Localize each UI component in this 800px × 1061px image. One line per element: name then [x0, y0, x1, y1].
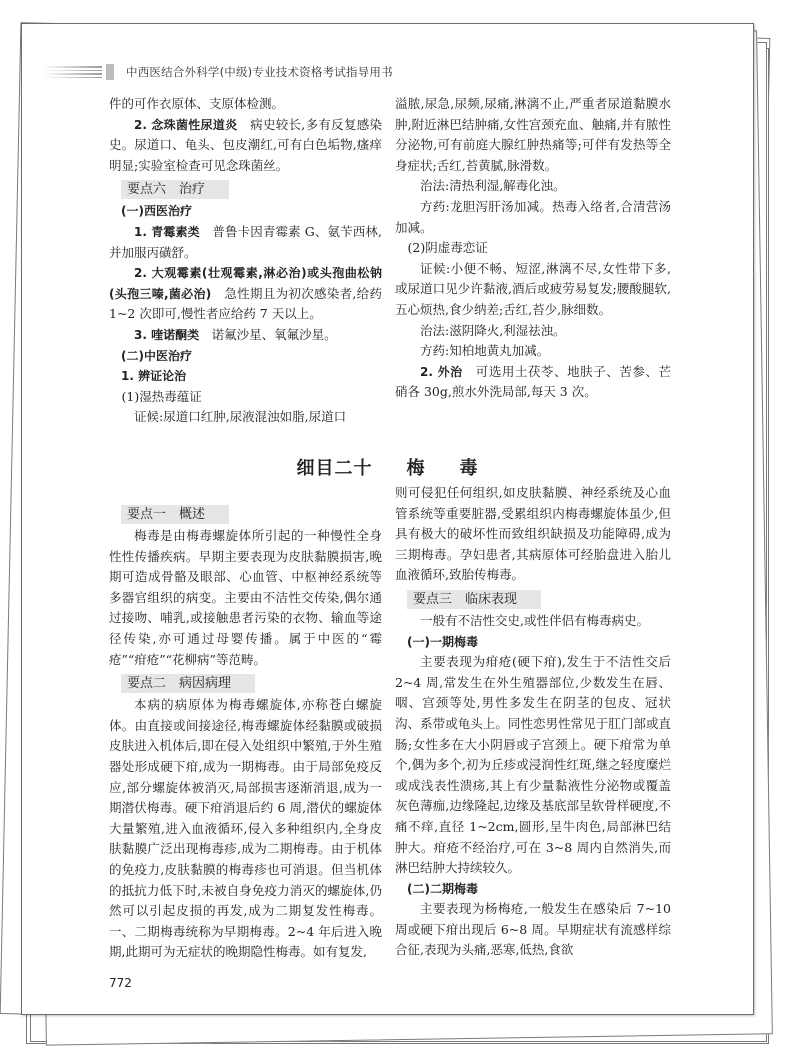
running-header [44, 64, 393, 80]
paragraph [109, 115, 382, 177]
paragraph: 方药:知柏地黄丸加减。 [420, 343, 550, 359]
paragraph [109, 222, 382, 263]
paragraph: 方药:龙胆泻肝汤加减。热毒入络者,合清营汤加减。 [395, 198, 671, 235]
key-point-heading: 要点六 治疗 [121, 180, 229, 199]
chapter-title [22, 454, 753, 480]
paragraph: 证候:尿道口红肿,尿液混浊如脂,尿道口 [134, 409, 347, 425]
paragraph: 件的可作衣原体、支原体检测。 [109, 96, 285, 111]
paragraph [109, 325, 382, 346]
syndrome-heading: (2)阴虚毒恋证 [407, 240, 488, 256]
chapter-title-char: 梅 [406, 458, 426, 479]
column-top-left [109, 94, 382, 428]
key-point-heading: 要点二 病因病理 [121, 674, 255, 693]
book-page [21, 23, 754, 1015]
term: 2. 外治 [420, 364, 463, 379]
paragraph-text: 急性期且为初次感染者,给药 1~2 次即可,慢性者应给药 7 天以上。 [109, 285, 382, 322]
chapter-number: 细目二十 [296, 458, 373, 479]
key-point-heading: 要点三 临床表现 [407, 590, 541, 609]
paragraph: 治法:清热利湿,解毒化浊。 [420, 178, 566, 194]
term: 3. 喹诺酮类 [134, 327, 200, 342]
paragraph-text: 病史较长,多有反复感染史。尿道口、龟头、包皮潮红,可有白色垢物,瘙痒明显;实验室检查可见念珠菌丝。 [109, 116, 382, 173]
paragraph: 一般有不洁性交史,或性伴侣有梅毒病史。 [420, 612, 649, 628]
term: 2. 大观霉素(壮观霉素,淋必治)或头孢曲松钠(头孢三嗪,菌必治) [109, 266, 382, 301]
subheading: (二)二期梅毒 [407, 881, 478, 896]
paragraph: 主要表现为杨梅疮,一般发生在感染后 7~10 周或硬下疳出现后 6~8 周。早期症状有流感样综合征,表现为头痛,恶寒,低热,食欲 [395, 901, 671, 958]
paragraph [109, 263, 382, 325]
column-top-right [395, 94, 671, 403]
running-title: 中西医结合外科学(中级)专业技术资格考试指导用书 [126, 65, 393, 79]
term: 1. 青霉素类 [134, 224, 200, 239]
paragraph-text: 可选用土茯苓、地肤子、苦参、芒硝各 30g,煎水外洗局部,每天 3 次。 [395, 363, 671, 400]
column-bottom-left [109, 483, 382, 963]
paragraph: 梅毒是由梅毒螺旋体所引起的一种慢性全身性性传播疾病。早期主要表现为皮肤黏膜损害,晚期可造成骨骼及眼部、心血管、中枢神经系统等多器官组织的病变。主要由不洁性交传染,偶尔通过接吻、哺乳,或接触患者污染的衣物、输血等途径传染,亦可通过母婴传播。属于中医的“霉疮”“疳疮”“花柳病”等范畴。 [109, 528, 382, 667]
key-point-heading: 要点一 概述 [121, 505, 229, 524]
paragraph [395, 362, 671, 403]
subheading: 1. 辨证论治 [121, 369, 187, 384]
subheading: (二)中医治疗 [121, 348, 192, 363]
paragraph-text: 诺氟沙星、氧氟沙星。 [211, 326, 337, 342]
syndrome-heading: (1)湿热毒蕴证 [121, 388, 202, 404]
paragraph-text: 普鲁卡因青霉素 G、氨苄西林,并加服丙磺舒。 [109, 223, 382, 260]
header-block-decoration [106, 64, 114, 80]
paragraph: 治法:滋阴降火,利湿祛浊。 [420, 322, 566, 338]
paragraph: 则可侵犯任何组织,如皮肤黏膜、神经系统及心血管系统等重要脏器,受累组织内梅毒螺旋体虽少,但具有极大的破坏性而致组织缺损及功能障碍,成为三期梅毒。孕妇患者,其病原体可经胎盘进入胎儿血液循环,致胎传梅毒。 [395, 485, 671, 583]
subheading: (一)一期梅毒 [407, 634, 478, 649]
paragraph: 溢脓,尿急,尿频,尿痛,淋漓不止,严重者尿道黏膜水肿,附近淋巴结肿痛,女性宫颈充血、触痛,并有脓性分泌物,可有前庭大腺红肿热痛等;可伴有发热等全身症状;舌红,苔黄腻,脉滑数。 [395, 96, 671, 173]
header-lines-decoration [44, 66, 102, 78]
paragraph: 主要表现为疳疮(硬下疳),发生于不洁性交后 2~4 周,常发生在外生殖器部位,少数发生在唇、咽、宫颈等处,男性多发生在阴茎的包皮、冠状沟、系带或龟头上。同性恋男性常见于肛门部或直肠;女性多在大小阴唇或子宫颈上。硬下疳常为单个,偶为多个,初为丘疹或浸润性红斑,继之轻度糜烂或成浅表性溃疡,其上有少量黏液性分泌物或覆盖灰色薄痂,边缘隆起,边缘及基底部呈软骨样硬度,不痛不痒,直径 1~2cm,圆形,呈牛肉色,局部淋巴结肿大。疳疮不经治疗,可在 3~8 周内自然消失,而淋巴结肿大持续较久。 [395, 654, 671, 876]
term: 2. 念珠菌性尿道炎 [134, 117, 238, 132]
page-number: 772 [109, 976, 132, 990]
paragraph: 证候:小便不畅、短涩,淋漓不尽,女性带下多,或尿道口见少许黏液,酒后或疲劳易复发;腰酸腿软,五心烦热,食少纳差;舌红,苔少,脉细数。 [395, 260, 671, 317]
chapter-title-char: 毒 [459, 458, 479, 479]
paragraph: 本病的病原体为梅毒螺旋体,亦称苍白螺旋体。由直接或间接途径,梅毒螺旋体经黏膜或破损皮肤进入机体后,即在侵入处组织中繁殖,于外生殖器处形成硬下疳,成为一期梅毒。由于局部免疫反应,部分螺旋体被消灭,局部损害逐渐消退,成为一期潜伏梅毒。硬下疳消退后约 6 周,潜伏的螺旋体大量繁殖,进入血液循环,侵入多种组织内,全身皮肤黏膜广泛出现梅毒疹,成为二期梅毒。由于机体的免疫力,皮肤黏膜的梅毒疹也可消退。但当机体的抵抗力低下时,未被自身免疫力消灭的螺旋体,仍然可以引起皮损的再发,成为二期复发性梅毒。一、二期梅毒统称为早期梅毒。2~4 年后进入晚期,此期可为无症状的晚期隐性梅毒。如有复发, [109, 697, 382, 960]
subheading: (一)西医治疗 [121, 204, 192, 219]
column-bottom-right [395, 483, 671, 961]
